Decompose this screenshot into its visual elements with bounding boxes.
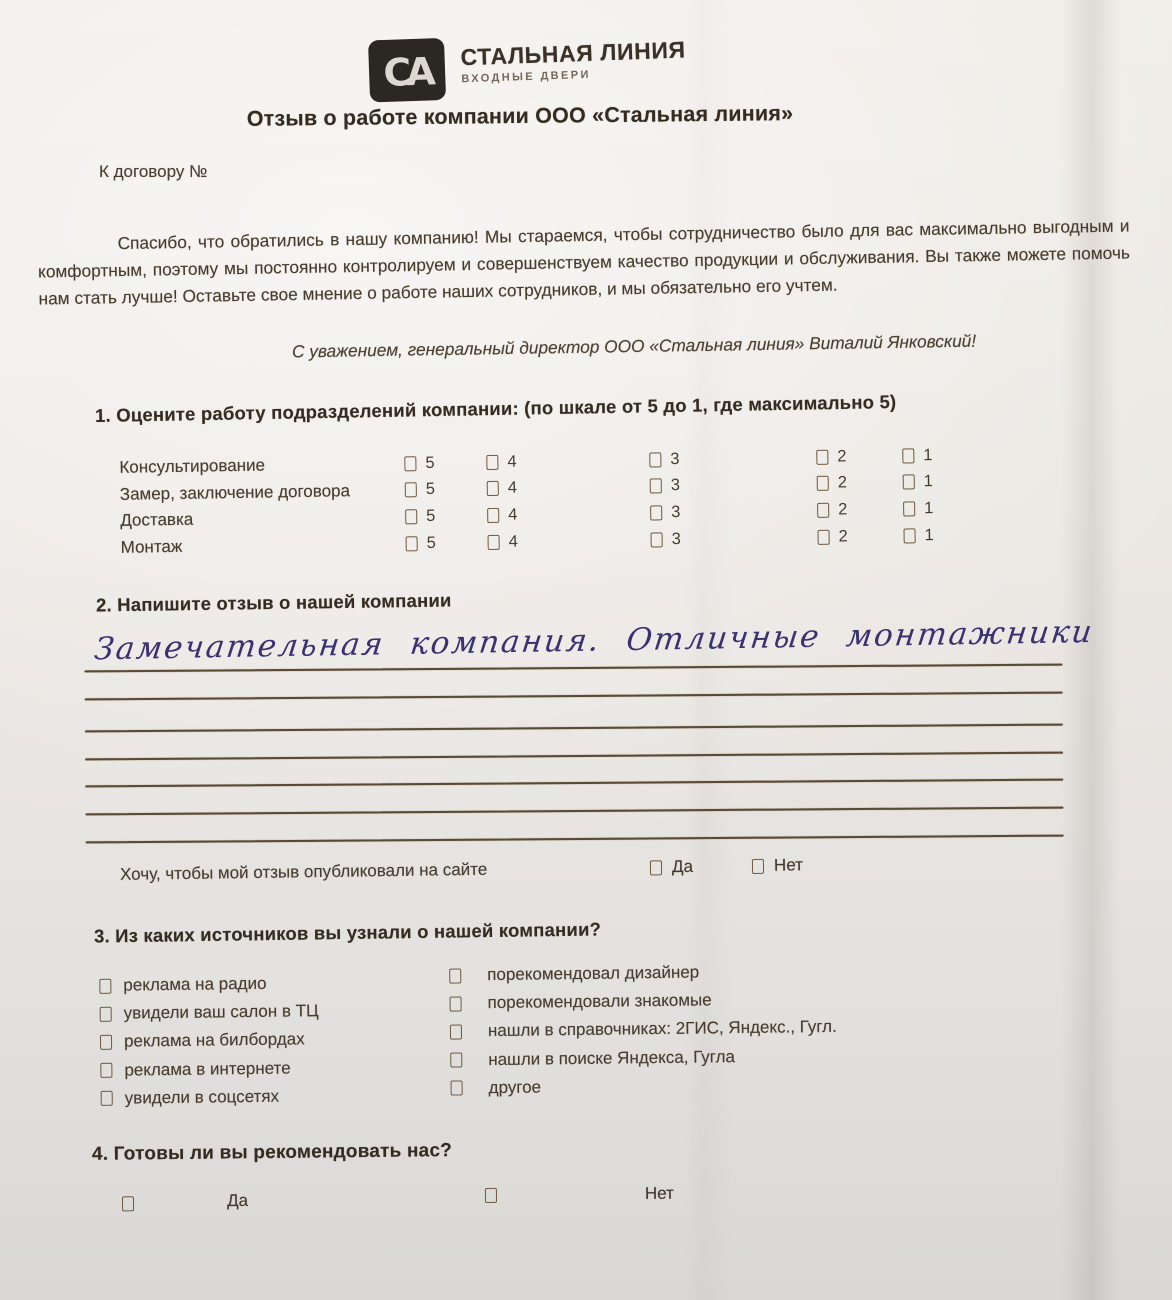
logo-monogram-icon — [367, 37, 447, 106]
ruled-line — [85, 692, 1063, 701]
recommend-yes-checkbox[interactable] — [122, 1196, 134, 1211]
rating-option — [903, 472, 990, 492]
rating-option — [817, 526, 903, 546]
rating-value: 3 — [670, 449, 680, 468]
rating-checkbox-1[interactable] — [903, 501, 915, 516]
rating-table — [119, 441, 991, 561]
source-option-label: нашли в поиске Яндекса, Гугла — [488, 1046, 736, 1069]
rating-checkbox-4[interactable] — [487, 481, 499, 496]
rating-option — [816, 446, 902, 466]
source-checkbox[interactable] — [450, 1053, 462, 1068]
publish-consent-row — [120, 850, 960, 888]
rating-option — [903, 525, 990, 545]
rating-option — [486, 450, 649, 472]
rating-option — [650, 527, 817, 549]
source-options-list — [99, 960, 1061, 1113]
intro-paragraph: Спасибо, что обратились в нашу компанию! Мы стараемся, чтобы сотрудничество было для вас максимально выгодным и комфортным, поэтому мы постоянно контролируем и совершенствуем качество продукции и обслуживания. Вы также можете помочь нам стать лучше! Оставьте свое мнение о работе наших сотрудников, и мы обязательно его учтем. — [37, 215, 1131, 309]
source-option-label: реклама на радио — [123, 973, 267, 995]
source-checkbox[interactable] — [99, 978, 111, 993]
publish-yes-checkbox[interactable] — [650, 860, 662, 875]
publish-no-label: Нет — [773, 855, 804, 875]
rating-option — [650, 501, 817, 523]
source-checkbox[interactable] — [100, 1007, 112, 1022]
rating-checkbox-2[interactable] — [817, 529, 829, 544]
rating-checkbox-1[interactable] — [902, 448, 914, 463]
rating-value: 1 — [923, 472, 934, 491]
rating-checkbox-5[interactable] — [405, 509, 417, 524]
rating-value: 1 — [924, 499, 934, 518]
rating-checkbox-4[interactable] — [486, 455, 498, 470]
ruled-line — [85, 724, 1063, 733]
brand-logo — [367, 28, 687, 105]
source-option-radio — [99, 968, 449, 1000]
rating-value: 1 — [924, 525, 934, 544]
rating-checkbox-3[interactable] — [650, 479, 662, 494]
rating-option — [405, 533, 487, 553]
rating-checkbox-5[interactable] — [406, 536, 418, 551]
section-3-heading: 3. Из каких источников вы узнали о нашей компании? — [93, 918, 602, 947]
brand-name: СТАЛЬНАЯ ЛИНИЯ — [460, 36, 687, 71]
section-1-heading: 1. Оцените работу подразделений компании: (по шкале от 5 до 1, где максимально 5) — [94, 391, 897, 426]
page-title: Отзыв о работе компании ООО «Стальная линия» — [246, 101, 794, 131]
director-signature-line: С уважением, генеральный директор ООО «Стальная линия» Виталий Янковский! — [291, 330, 977, 362]
rating-checkbox-1[interactable] — [903, 475, 915, 490]
rating-option — [649, 448, 816, 470]
rating-checkbox-2[interactable] — [816, 449, 828, 464]
source-option-label: нашли в справочниках: 2ГИС, Яндекс., Гугл. — [487, 1017, 837, 1041]
rating-option — [817, 473, 903, 493]
source-option-label: увидели ваш салон в ТЦ — [123, 1001, 319, 1023]
rating-value: 3 — [671, 529, 681, 548]
rating-option — [405, 479, 487, 499]
rating-value: 2 — [838, 526, 848, 546]
rating-value: 3 — [670, 476, 681, 495]
publish-consent-label: Хочу, чтобы мой отзыв опубликовали на сайте — [119, 859, 488, 884]
publish-no-checkbox[interactable] — [752, 858, 764, 873]
source-option-label: увидели в соцсетях — [124, 1086, 280, 1108]
rating-checkbox-4[interactable] — [487, 508, 499, 523]
recommend-no-checkbox[interactable] — [485, 1188, 497, 1203]
rating-value: 4 — [507, 452, 517, 471]
rating-option — [902, 445, 989, 465]
source-checkbox[interactable] — [101, 1091, 113, 1106]
recommend-no-label: Нет — [644, 1183, 675, 1204]
source-option-other — [450, 1067, 1060, 1103]
svg-text:СА: СА — [382, 49, 432, 96]
rating-option — [405, 506, 487, 526]
source-checkbox[interactable] — [450, 996, 462, 1011]
rating-value: 1 — [923, 445, 933, 465]
rating-checkbox-4[interactable] — [488, 534, 500, 549]
rating-value: 4 — [508, 532, 518, 551]
rating-value: 5 — [425, 453, 435, 472]
ruled-line — [85, 779, 1063, 788]
rating-row-label: Доставка — [120, 510, 194, 531]
source-checkbox[interactable] — [449, 968, 461, 983]
source-checkbox[interactable] — [451, 1081, 463, 1096]
rating-value: 5 — [426, 506, 436, 526]
source-option-social — [101, 1080, 451, 1112]
source-option-label: реклама в интернете — [124, 1058, 291, 1080]
rating-option — [903, 498, 990, 518]
rating-value: 5 — [426, 533, 436, 552]
rating-row-label: Монтаж — [120, 536, 183, 557]
source-option-billboards — [100, 1024, 450, 1056]
rating-option — [817, 500, 903, 520]
rating-checkbox-3[interactable] — [650, 505, 662, 520]
source-option-label: порекомендовали знакомые — [487, 990, 712, 1013]
rating-row-label: Консультирование — [119, 455, 266, 478]
recommend-options-row — [122, 1182, 842, 1217]
rating-value: 2 — [837, 473, 848, 492]
source-checkbox[interactable] — [450, 1024, 462, 1039]
section-2-heading: 2. Напишите отзыв о нашей компании — [95, 589, 452, 616]
section-4-heading: 4. Готовы ли вы рекомендовать нас? — [91, 1140, 453, 1165]
publish-yes-option — [650, 857, 693, 878]
rating-checkbox-5[interactable] — [405, 483, 417, 498]
rating-checkbox-1[interactable] — [903, 528, 915, 543]
rating-option — [487, 503, 650, 525]
brand-tagline: ВХОДНЫЕ ДВЕРИ — [461, 68, 592, 86]
rating-value: 2 — [838, 500, 848, 519]
ruled-line — [85, 752, 1063, 761]
recommend-yes-label: Да — [226, 1190, 249, 1211]
rating-row-label: Замер, заключение договора — [119, 481, 351, 504]
ruled-line — [86, 835, 1064, 844]
rating-option — [650, 474, 817, 496]
source-option-internet-ads — [100, 1052, 450, 1084]
rating-value: 2 — [837, 447, 847, 466]
source-checkbox[interactable] — [100, 1035, 112, 1050]
rating-value: 4 — [507, 478, 518, 498]
rating-checkbox-2[interactable] — [817, 503, 829, 518]
source-checkbox[interactable] — [100, 1063, 112, 1078]
rating-option — [487, 530, 650, 552]
source-option-label: реклама на билбордах — [123, 1029, 305, 1052]
source-option-salon — [100, 996, 450, 1028]
rating-checkbox-2[interactable] — [817, 476, 829, 491]
rating-value: 4 — [508, 505, 518, 524]
handwritten-review: Замечательная компания. Отличные монтажники — [92, 613, 1096, 668]
ruled-line — [85, 807, 1063, 816]
rating-checkbox-3[interactable] — [650, 532, 662, 547]
source-option-label: порекомендовал дизайнер — [487, 962, 700, 985]
rating-checkbox-5[interactable] — [404, 456, 416, 471]
rating-checkbox-3[interactable] — [649, 452, 661, 467]
rating-value: 3 — [671, 503, 681, 522]
contract-number-label: К договору № — [99, 162, 208, 181]
rating-option — [404, 453, 486, 473]
rating-option — [487, 477, 650, 499]
rating-value: 5 — [425, 480, 436, 499]
source-option-label: другое — [488, 1077, 542, 1097]
publish-yes-label: Да — [671, 856, 694, 877]
publish-no-option — [752, 855, 803, 876]
review-writing-area[interactable] — [84, 613, 1096, 856]
